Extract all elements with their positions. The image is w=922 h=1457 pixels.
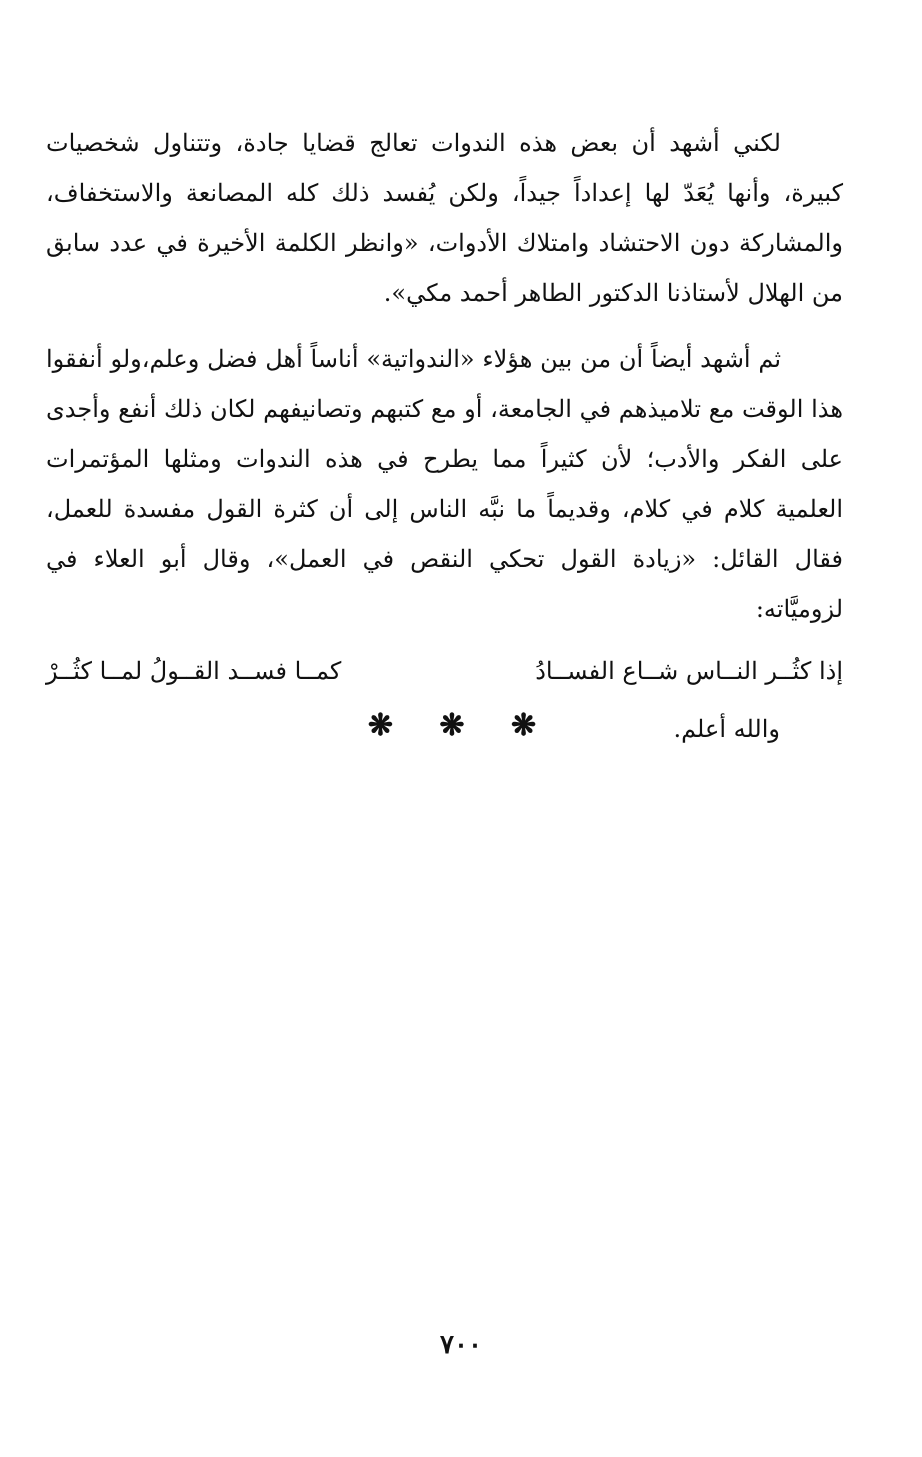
page-body: [0, 118, 922, 754]
verse-second-hemistich: كمــا فســد القــولُ لمــا كثُــرْ: [46, 657, 342, 685]
paragraph-2: ثم أشهد أيضاً أن من بين هؤلاء «الندواتية» أناساً أهل فضل وعلم،ولو أنفقوا هذا الوقت مع تلاميذهم في الجامعة، أو مع كتبهم وتصانيفهم لكان ذلك أنفع وأجدى على الفكر والأدب؛ لأن كثيراً مما يطرح في هذه الندوات ومثلها المؤتمرات العلمية كلام في كلام، وقديماً ما نبَّه الناس إلى أن كثرة القول مفسدة للعمل، فقال القائل: «زيادة القول تحكي النقص في العمل»، وقال أبو العلاء في لزوميَّاته:: [46, 345, 843, 623]
section-separator-asterisks: ❋ ❋ ❋: [367, 708, 555, 743]
paragraph-1: لكني أشهد أن بعض هذه الندوات تعالج قضايا جادة، وتتناول شخصيات كبيرة، وأنها يُعَدّ لها إعداداً جيداً، ولكن يُفسد ذلك كله المصانعة والاستخفاف، والمشاركة دون الاحتشاد وامتلاك الأدوات، «وانظر الكلمة الأخيرة في عدد سابق من الهلال لأستاذنا الدكتور الطاهر أحمد مكي».: [46, 129, 843, 307]
verse-first-hemistich: إذا كثُــر النــاس شــاع الفســادُ: [535, 657, 843, 685]
poetry-verse: [46, 646, 843, 696]
page-number: ٧٠٠: [440, 1330, 482, 1360]
closing-line: والله أعلم.: [673, 715, 780, 743]
